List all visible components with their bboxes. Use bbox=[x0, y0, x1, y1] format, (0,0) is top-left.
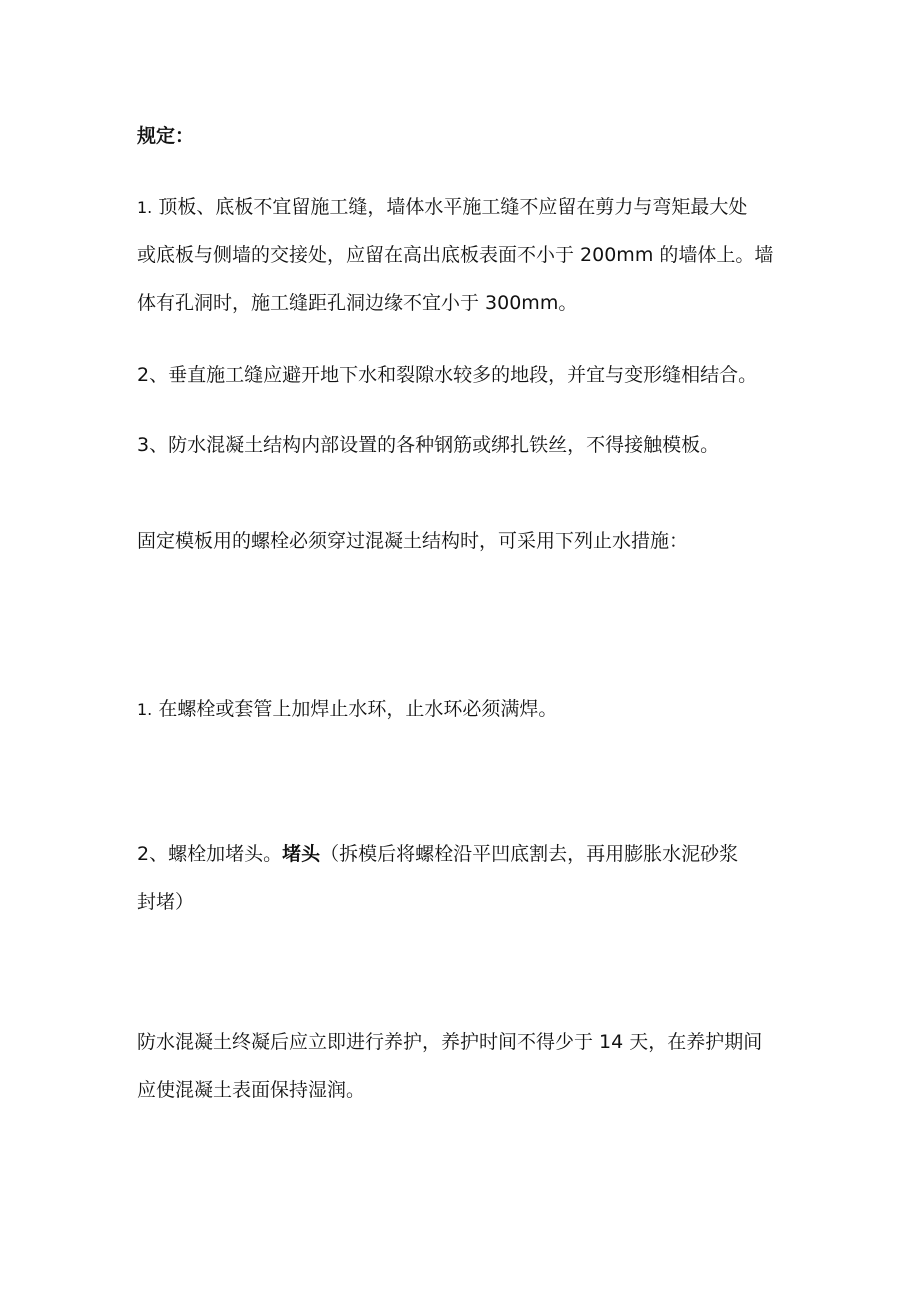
measure-2-prefix: 2、螺栓加堵头。 bbox=[137, 843, 283, 865]
rule-1-line-2: 或底板与侧墙的交接处，应留在高出底板表面不小于 200mm 的墙体上。墙 bbox=[137, 244, 774, 266]
curing-line-1: 防水混凝土终凝后应立即进行养护，养护时间不得少于 14 天，在养护期间 bbox=[137, 1031, 763, 1053]
measure-2-line-2: 封堵） bbox=[137, 891, 195, 913]
bolt-measures-intro: 固定模板用的螺栓必须穿过混凝土结构时，可采用下列止水措施： bbox=[137, 530, 689, 552]
curing-line-2: 应使混凝土表面保持湿润。 bbox=[137, 1079, 366, 1101]
rule-1-text-line-1: 顶板、底板不宜留施工缝，墙体水平施工缝不应留在剪力与弯矩最大处 bbox=[158, 196, 748, 218]
measure-2-detail: （拆模后将螺栓沿平凹底割去，再用膨胀水泥砂浆 bbox=[320, 843, 739, 865]
rule-1-number: 1. bbox=[137, 198, 153, 217]
measure-2-bold-term: 堵头 bbox=[282, 843, 321, 865]
rule-2: 2、垂直施工缝应避开地下水和裂隙水较多的地段，并宜与变形缝相结合。 bbox=[137, 364, 758, 386]
measure-2-line-1 bbox=[137, 842, 738, 866]
rule-1-line-1 bbox=[137, 195, 747, 220]
measure-1 bbox=[137, 697, 557, 722]
section-heading: 规定： bbox=[137, 125, 195, 147]
measure-1-text: 在螺栓或套管上加焊止水环，止水环必须满焊。 bbox=[158, 698, 558, 720]
rule-3: 3、防水混凝土结构内部设置的各种钢筋或绑扎铁丝，不得接触模板。 bbox=[137, 434, 720, 456]
rule-1-line-3: 体有孔洞时，施工缝距孔洞边缘不宜小于 300mm。 bbox=[137, 292, 578, 314]
measure-1-number: 1. bbox=[137, 700, 153, 719]
